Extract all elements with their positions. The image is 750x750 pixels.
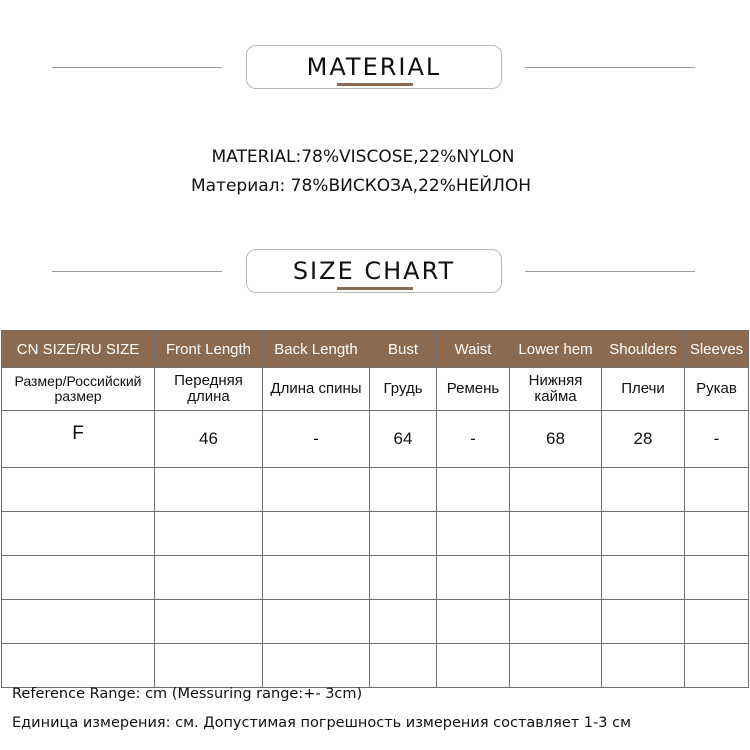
table-row: [2, 411, 749, 468]
header-cell-ru: Нижняя кайма: [510, 368, 602, 411]
reference-note-ru: Единица измерения: см. Допустимая погрешность измерения составляет 1-3 см: [12, 715, 632, 731]
header-row-en: [2, 331, 749, 368]
header-cell: Shoulders: [602, 331, 685, 368]
size-chart-table: [1, 330, 749, 688]
value-cell: 46: [155, 411, 263, 468]
header-underline: [337, 83, 413, 86]
header-cell: Back Length: [263, 331, 370, 368]
header-cell: CN SIZE/RU SIZE: [2, 331, 155, 368]
header-cell: Sleeves: [685, 331, 749, 368]
header-cell: Waist: [437, 331, 510, 368]
material-text-ru: Материал: 78%ВИСКОЗА,22%НЕЙЛОН: [190, 176, 532, 196]
value-cell: 64: [370, 411, 437, 468]
size-cell: F: [2, 411, 155, 468]
reference-note-en: Reference Range: cm (Messuring range:+- 3cm): [12, 686, 363, 702]
material-text-en: MATERIAL:78%VISCOSE,22%NYLON: [211, 147, 515, 167]
header-cell-ru: Ремень: [437, 368, 510, 411]
header-rule-left: [52, 271, 222, 272]
value-cell: 28: [602, 411, 685, 468]
empty-row: [2, 468, 749, 512]
header-cell: Bust: [370, 331, 437, 368]
empty-row: [2, 600, 749, 644]
header-rule-left: [52, 67, 222, 68]
value-cell: 68: [510, 411, 602, 468]
header-cell-ru: Рукав: [685, 368, 749, 411]
value-cell: -: [263, 411, 370, 468]
value-cell: -: [685, 411, 749, 468]
empty-row: [2, 512, 749, 556]
size-chart-header: [0, 249, 750, 301]
header-cell-ru: Плечи: [602, 368, 685, 411]
empty-row: [2, 556, 749, 600]
value-cell: -: [437, 411, 510, 468]
header-underline: [337, 287, 413, 290]
header-cell-ru: Грудь: [370, 368, 437, 411]
header-cell: Front Length: [155, 331, 263, 368]
header-row-ru: [2, 368, 749, 411]
header-cell-ru: Передняя длина: [155, 368, 263, 411]
size-chart-title: SIZE CHART: [246, 249, 502, 293]
material-title: MATERIAL: [246, 45, 502, 89]
header-rule-right: [525, 271, 695, 272]
header-cell-ru: Длина спины: [263, 368, 370, 411]
header-cell: Lower hem: [510, 331, 602, 368]
header-cell-ru: Размер/Российский размер: [2, 368, 155, 411]
empty-row: [2, 644, 749, 688]
header-rule-right: [525, 67, 695, 68]
material-header: [0, 45, 750, 97]
